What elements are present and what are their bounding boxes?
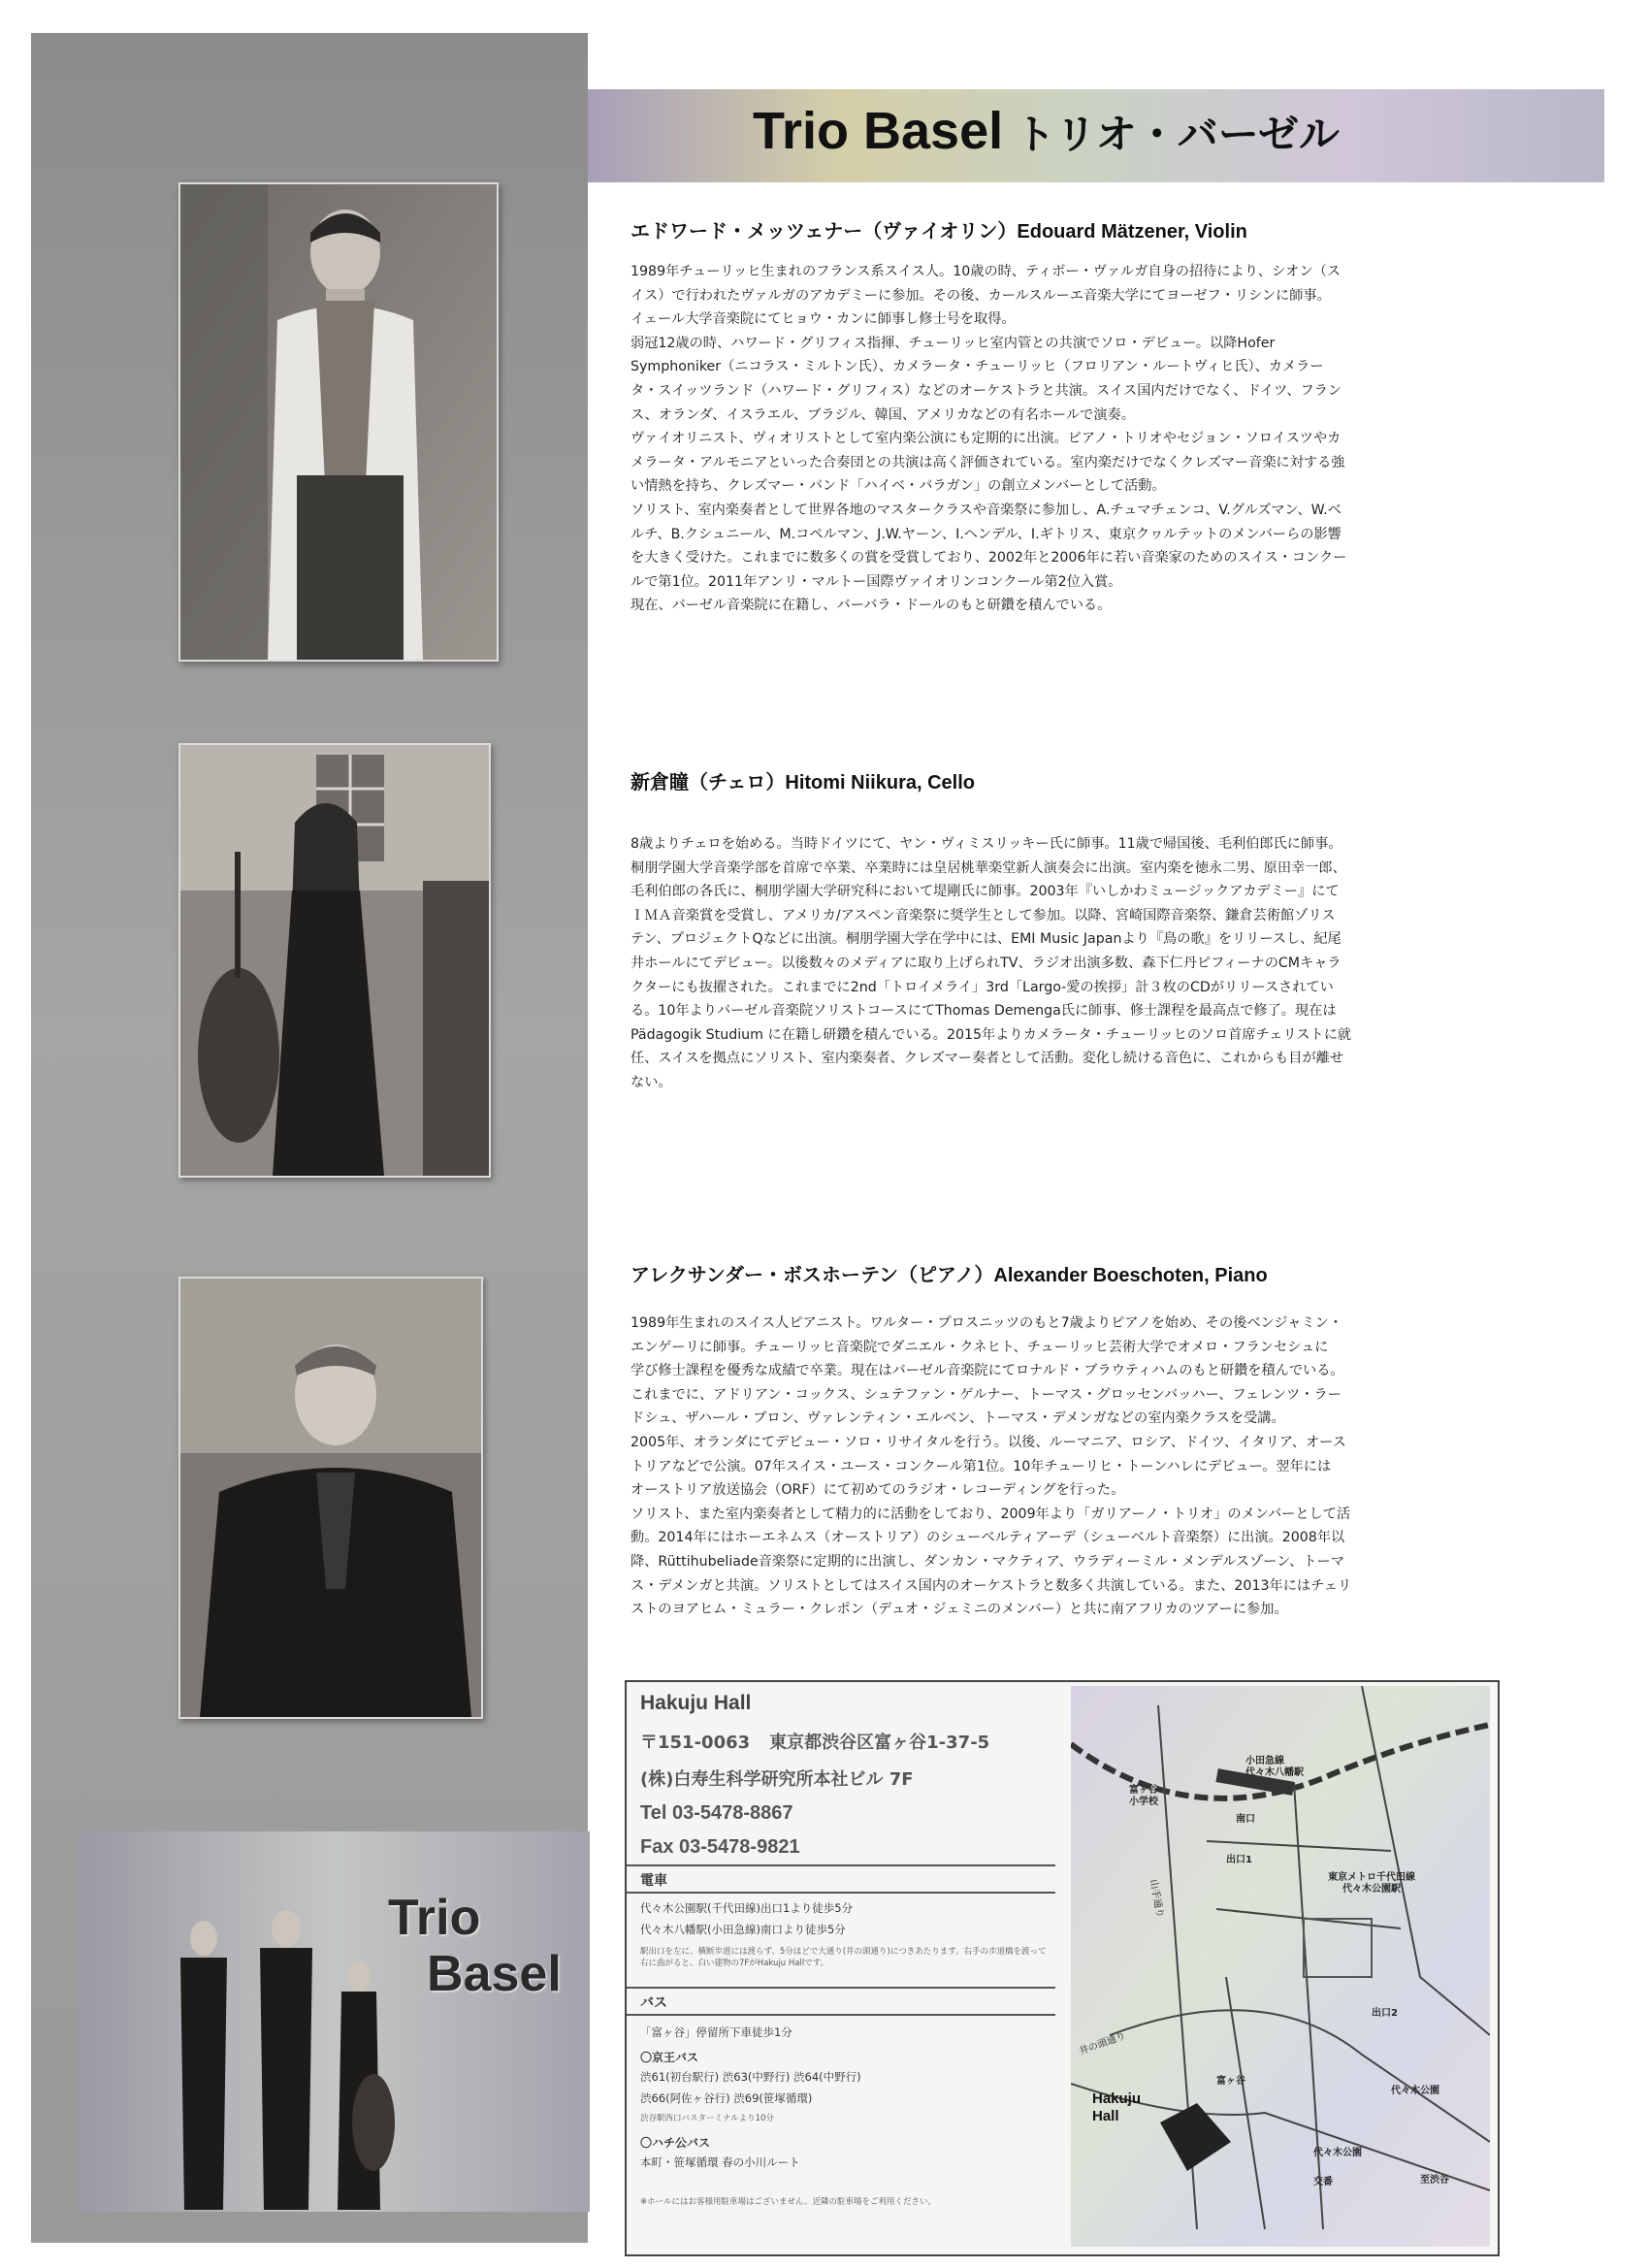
- map-label-inokashira: 井の頭通り: [1078, 2030, 1128, 2057]
- bio-line: ソリスト、また室内楽奏者として精力的に活動をしており、2009年より「ガリアーノ・トリオ」のメンバーとして活: [630, 1506, 1351, 1522]
- divider: [627, 1892, 1055, 1894]
- bio-line: 弱冠12歳の時、ハワード・グリフィス指揮、チューリッヒ室内管との共演でソロ・デビュー。以降Hofer: [630, 335, 1276, 351]
- divider: [627, 2014, 1055, 2016]
- bio-line: 任、スイスを拠点にソリスト、室内楽奏者、クレズマー奏者として活動。変化し続ける音色に、これからも目が離せ: [630, 1051, 1344, 1067]
- bio-line: Pädagogik Studium に在籍し研鑽を積んでいる。2015年よりカメラータ・チューリッヒのソロ首席チェリストに就: [630, 1026, 1352, 1043]
- venue-info-box: [625, 1680, 1500, 2256]
- bio-line: 8歳よりチェロを始める。当時ドイツにて、ヤン・ヴィミスリッキー氏に師事。11歳で帰国後、毛利伯郎氏に師事。: [630, 836, 1342, 852]
- map-label-tomigaya: 富ヶ谷: [1216, 2076, 1245, 2087]
- hachiko-bus-heading: 〇ハチ公バス: [640, 2136, 711, 2150]
- train-line-2: 代々木八幡駅(小田急線)南口より徒歩5分: [640, 1923, 846, 1936]
- group-photo-title: [388, 1890, 562, 2002]
- bio-line: ない。: [630, 1074, 672, 1090]
- bio-line: 学び修士課程を優秀な成績で卒業。現在はバーゼル音楽院にてロナルド・ブラウティハムのもと研鑽を積んでいる。: [630, 1363, 1344, 1379]
- bio-line: ス、オランダ、イスラエル、ブラジル、韓国、アメリカなどの有名ホールで演奏。: [630, 406, 1135, 423]
- bio-line: ストのヨアヒム・ミュラー・クレポン（デュオ・ジェミニのメンバー）と共に南アフリカのツアーに参加。: [630, 1602, 1288, 1618]
- keio-bus-line-2: 渋66(阿佐ヶ谷行) 渋69(笹塚循環): [640, 2091, 813, 2105]
- bio-line: 1989年チューリッヒ生まれのフランス系スイス人。10歳の時、ティボー・ヴァルガ自身の招待により、シオン（ス: [630, 264, 1342, 279]
- map-label-metro-station-2: 代々木公園駅: [1342, 1884, 1401, 1895]
- bio-line: タ・スイッツランド（ハワード・グリフィス）などのオーケストラと共演。スイス国内だけでなく、ドイツ、フラン: [630, 382, 1342, 399]
- venue-details: [640, 1692, 1048, 1859]
- bio-line: クターにも抜擢された。これまでに2nd「トロイメライ」3rd「Largo-愛の挨拶」計３枚のCDがリリースされてい: [630, 979, 1334, 995]
- access-map: [1071, 1686, 1490, 2247]
- pianist-bio: [630, 1312, 1457, 1622]
- venue-zip: 〒151-0063: [640, 1733, 751, 1753]
- map-label-koban: 交番: [1313, 2177, 1333, 2187]
- bio-line: Symphoniker（ニコラス・ミルトン氏）、カメラータ・チューリッヒ（フロリアン・ルートヴィヒ氏）、カメラー: [630, 359, 1324, 375]
- bio-line: ス・デメンガと共演。ソリストとしてはスイス国内のオーケストラと数多く共演している。また、2013年にはチェリ: [630, 1577, 1352, 1594]
- venue-name: Hakuju Hall: [640, 1692, 752, 1714]
- bio-line: イス）で行われたヴァルガのアカデミーに参加。その後、カールスルーエ音楽大学にてヨーゼフ・リシンに師事。: [630, 287, 1331, 304]
- keio-bus-note: 渋谷駅西口バスターミナルより10分: [640, 2114, 774, 2123]
- map-label-exit1: 出口1: [1226, 1855, 1252, 1865]
- pianist-heading: アレクサンダー・ボスホーテン（ピアノ）Alexander Boeschoten, Piano: [630, 1265, 1268, 1286]
- map-label-school: 富ヶ谷: [1129, 1785, 1158, 1796]
- bio-line: い情熱を持ち、クレズマー・バンド「ハイベ・バラガン」の創立メンバーとして活動。: [630, 478, 1166, 495]
- parking-note: ※ホールにはお客様用駐車場はございません。近隣の駐車場をご利用ください。: [640, 2197, 936, 2207]
- bio-line: ＩＭＡ音楽賞を受賞し、アメリカ/アスペン音楽祭に奨学生として参加。以降、宮崎国際音楽祭、鎌倉芸術館ゾリス: [630, 907, 1336, 923]
- map-label-hakuju-hall-2: Hall: [1092, 2108, 1119, 2124]
- bio-line: を大きく受けた。これまでに数多くの賞を受賞しており、2002年と2006年に若い音楽家のためのスイス・コンクー: [630, 550, 1347, 567]
- divider: [627, 1987, 1055, 1989]
- map-label-hakuju-hall: Hakuju: [1092, 2090, 1142, 2107]
- map-label-metro-station: 東京メトロ千代田線: [1328, 1872, 1415, 1883]
- bio-line: これまでに、アドリアン・コックス、シュテファン・ゲルナー、トーマス・グロッセンバッハー、フェレンツ・ラー: [630, 1386, 1342, 1403]
- violinist-photo: [178, 182, 499, 662]
- map-label-yoyogi-park: 代々木公園: [1391, 2086, 1439, 2096]
- map-label-shibuya: 至渋谷: [1420, 2175, 1449, 2186]
- bio-line: メラータ・アルモニアといった合奏団との共演は高く評価されている。室内楽だけでなくクレズマー音楽に対する強: [630, 454, 1345, 470]
- cellist-photo: [178, 743, 491, 1178]
- cellist-heading: 新倉瞳（チェロ）Hitomi Niikura, Cello: [630, 772, 975, 794]
- train-directions-note: 駅出口を左に、横断歩道には渡らず、5分ほどで大通り(井の頭通り)につきあたります。右手の歩道橋を渡って右に曲がると、白い建物の7FがHakuju Hallです。: [640, 1947, 1047, 1968]
- map-label-school-2: 小学校: [1129, 1797, 1158, 1807]
- bio-line: テン、プロジェクトQなどに出演。桐朋学園大学在学中には、EMI Music Japanより『鳥の歌』をリリースし、紀尾: [630, 931, 1342, 948]
- bio-line: 1989年生まれのスイス人ピアニスト。ワルター・プロスニッツのもと7歳よりピアノを始め、その後ベンジャミン・: [630, 1315, 1343, 1331]
- bus-heading: バス: [640, 1995, 667, 2011]
- train-line-1: 代々木公園駅(千代田線)出口1より徒歩5分: [640, 1901, 854, 1915]
- bio-line: ルで第1位。2011年アンリ・マルトー国際ヴァイオリンコンクール第2位入賞。: [630, 573, 1122, 590]
- cellist-bio: [630, 832, 1457, 1095]
- bio-line: 井ホールにてデビュー。以後数々のメディアに取り上げられTV、ラジオ出演多数、森下仁丹ピフィーナのCMキャラ: [630, 955, 1342, 971]
- map-label-odakyu-station-2: 代々木八幡駅: [1245, 1767, 1304, 1778]
- group-title-line2: Basel: [427, 1946, 562, 2002]
- trio-group-photo: [78, 1831, 590, 2212]
- bus-stop: 「富ヶ谷」停留所下車徒歩1分: [640, 2025, 792, 2039]
- group-title-line1: Trio: [388, 1890, 481, 1946]
- map-label-yamate: 山手通り: [1148, 1878, 1165, 1919]
- bio-line: 降、Rüttihubeliade音楽祭に定期的に出演し、ダンカン・マクティア、ウラディーミル・メンデルスゾーン、トーマ: [630, 1553, 1344, 1570]
- bio-line: 現在、バーゼル音楽院に在籍し、バーバラ・ドールのもと研鑽を積んでいる。: [630, 598, 1112, 614]
- bio-line: ルチ、B.クシュニール、M.コペルマン、J.W.ヤーン、I.ヘンデル、I.ギトリス、東京クヮルテットのメンバーらの影響: [630, 526, 1342, 542]
- bio-line: トリアなどで公演。07年スイス・ユース・コンクール第1位。10年チューリヒ・トーンハレにデビュー。翌年には: [630, 1458, 1332, 1474]
- venue-street: 東京都渋谷区富ヶ谷1-37-5: [769, 1733, 990, 1753]
- keio-bus-line-1: 渋61(初台駅行) 渋63(中野行) 渋64(中野行): [640, 2070, 861, 2084]
- bio-line: イェール大学音楽院にてヒョウ・カンに師事し修士号を取得。: [630, 311, 1016, 328]
- violinist-bio: [630, 260, 1457, 618]
- title-japanese: トリオ・バーゼル: [1015, 112, 1340, 157]
- venue-fax: Fax 03-5478-9821: [640, 1836, 800, 1858]
- map-label-yoyogi-park-2: 代々木公園: [1313, 2148, 1362, 2158]
- hachiko-bus-route: 本町・笹塚循環 春の小川ルート: [640, 2155, 800, 2169]
- page-title: [753, 101, 1340, 161]
- bio-line: る。10年よりバーゼル音楽院ソリストコースにてThomas Demenga氏に師事、修士課程を最高点で修了。現在は: [630, 1003, 1337, 1020]
- bio-line: エンゲーリに師事。チューリッヒ音楽院でダニエル・クネヒト、チューリッヒ芸術大学でオメロ・フランセシュに: [630, 1339, 1329, 1355]
- bio-line: ヴァイオリニスト、ヴィオリストとして室内楽公演にも定期的に出演。ピアノ・トリオやセジョン・ソロイスツやカ: [630, 431, 1342, 447]
- map-label-exit2: 出口2: [1372, 2008, 1398, 2019]
- map-label-south-exit: 南口: [1236, 1814, 1255, 1825]
- bio-line: 毛利伯郎の各氏に、桐朋学園大学研究科において堤剛氏に師事。2003年『いしかわミュージックアカデミー』にて: [630, 884, 1340, 900]
- keio-bus-heading: 〇京王バス: [640, 2051, 699, 2064]
- bio-line: ドシュ、ザハール・ブロン、ヴァレンティン・エルベン、トーマス・デメンガなどの室内楽クラスを受講。: [630, 1410, 1285, 1427]
- train-heading: 電車: [640, 1873, 667, 1889]
- bio-line: オーストリア放送協会（ORF）にて初めてのラジオ・レコーディングを行った。: [630, 1482, 1125, 1499]
- venue-building: (株)白寿生科学研究所本社ビル 7F: [640, 1769, 914, 1790]
- divider: [627, 1864, 1055, 1866]
- venue-tel: Tel 03-5478-8867: [640, 1802, 793, 1824]
- bio-line: 2005年、オランダにてデビュー・ソロ・リサイタルを行う。以後、ルーマニア、ロシア、ドイツ、イタリア、オース: [630, 1434, 1346, 1450]
- bio-line: ソリスト、室内楽奏者として世界各地のマスタークラスや音楽祭に参加し、A.チュマチェンコ、V.グルズマン、W.ベ: [630, 502, 1342, 518]
- venue-address: [640, 1729, 1048, 1754]
- pianist-photo: [178, 1277, 483, 1719]
- bio-line: 動。2014年にはホーエネムス（オーストリア）のシューベルティアーデ（シューベルト音楽祭）に出演。2008年以: [630, 1530, 1345, 1546]
- map-label-odakyu-station: 小田急線: [1245, 1756, 1284, 1766]
- bio-line: 桐朋学園大学音楽学部を首席で卒業、卒業時には皇居桃華楽堂新人演奏会に出演。室内楽を徳永二男、原田幸一郎、: [630, 859, 1346, 876]
- violinist-heading: エドワード・メッツェナー（ヴァイオリン）Edouard Mätzener, Violin: [630, 221, 1247, 243]
- title-english: Trio Basel: [753, 102, 1004, 160]
